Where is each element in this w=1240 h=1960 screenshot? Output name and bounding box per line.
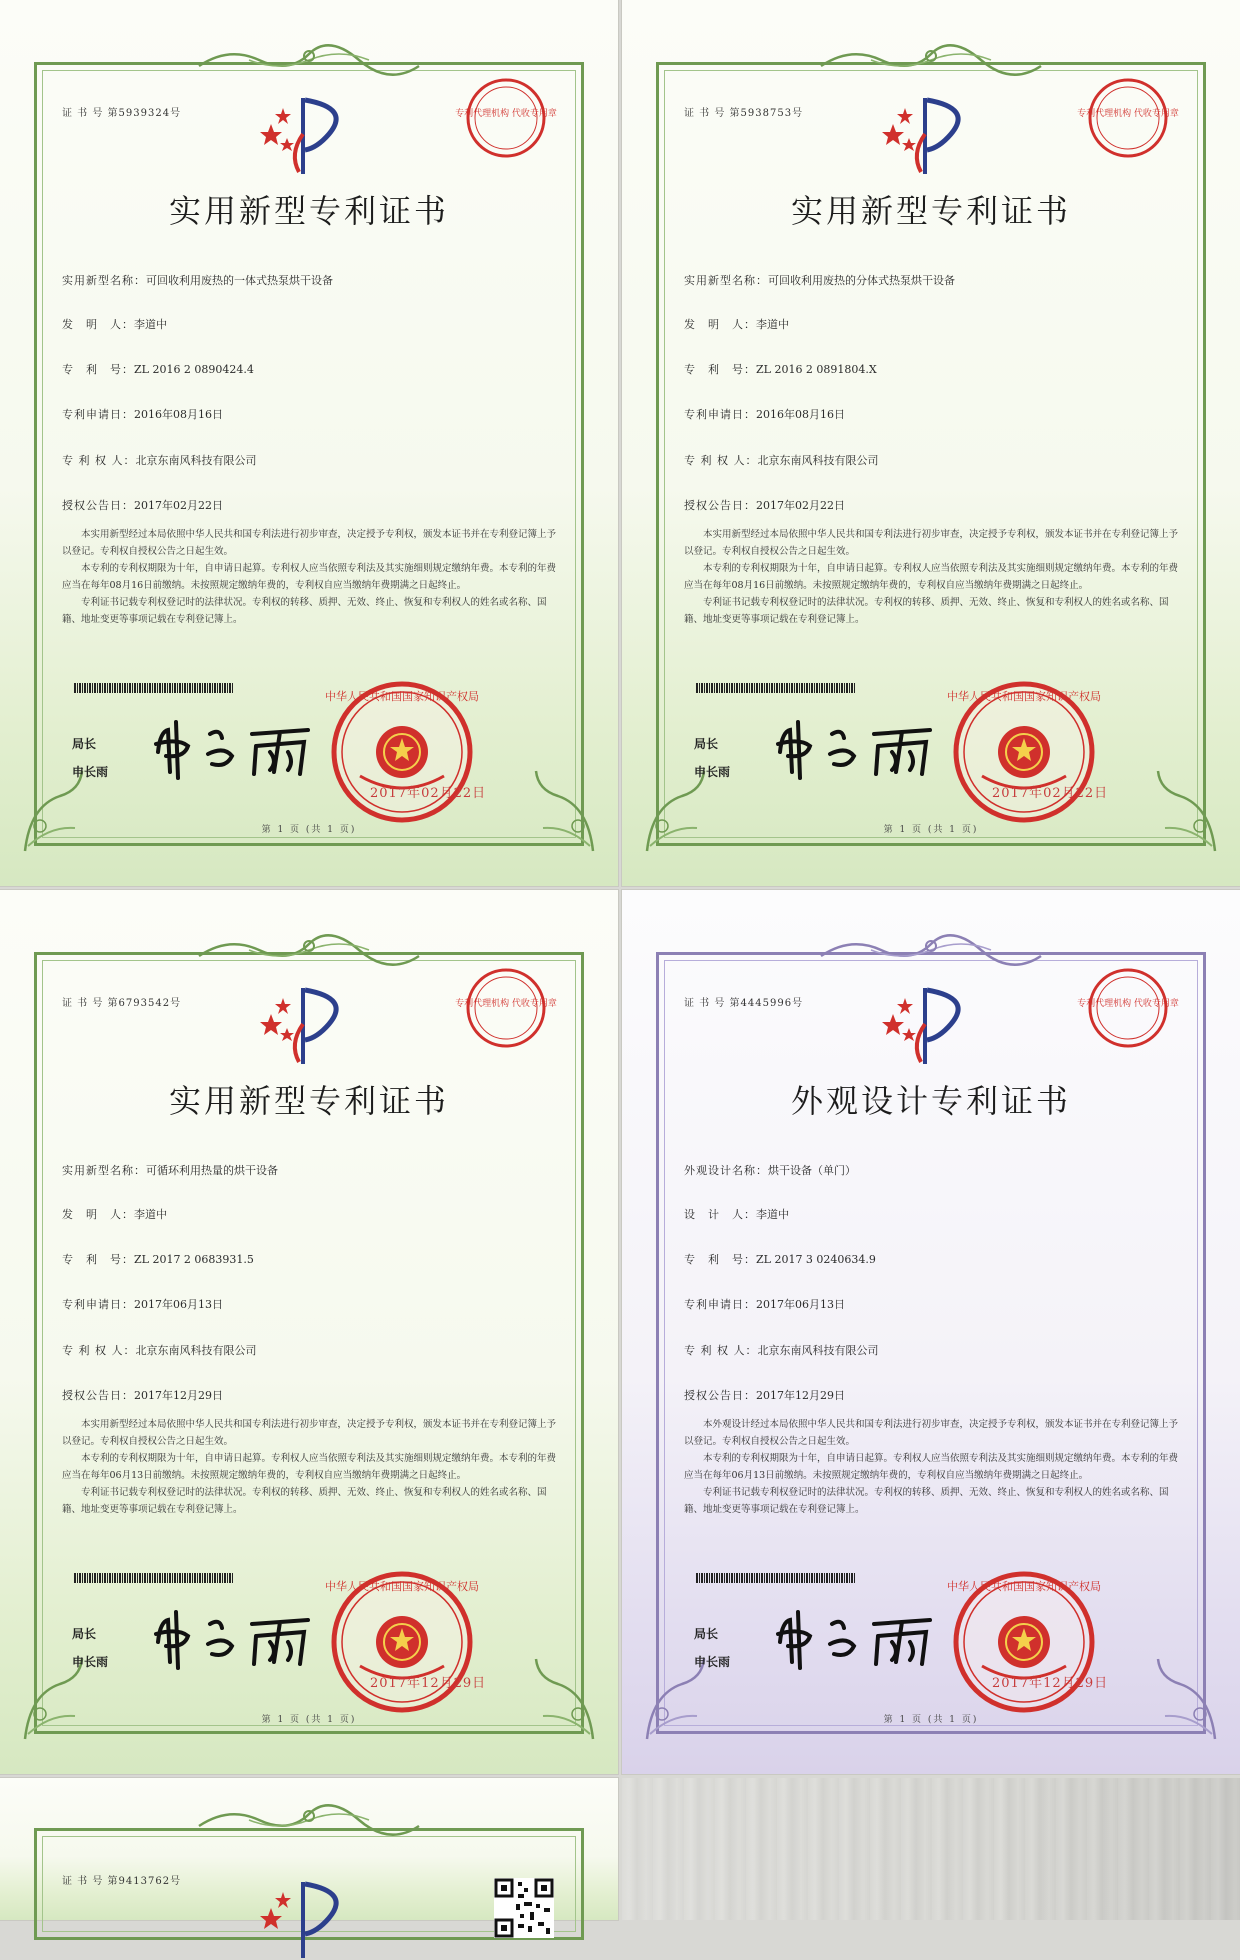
- page-number: 第 1 页 (共 1 页): [261, 1715, 357, 1725]
- patent-office-logo-icon: [259, 94, 359, 176]
- director-block: [694, 730, 730, 786]
- field-value: ZL 2016 2 0890424.4: [134, 363, 254, 376]
- field-application-date: [684, 1296, 845, 1312]
- field-inventor: [62, 1206, 167, 1222]
- certificate-title: 外观设计专利证书: [790, 1082, 1071, 1120]
- certificate-number: 证 书 号 第6793542号: [62, 998, 182, 1009]
- field-label: 专利申请日：: [684, 408, 756, 421]
- field-label: 专 利 权 人：: [62, 1344, 136, 1357]
- field-value: 可回收利用废热的分体式热泵烘干设备: [768, 274, 955, 287]
- field-label: 发 明 人：: [62, 1208, 134, 1221]
- field-grant-date: [62, 497, 223, 513]
- body-paragraph: 本专利的专利权期限为十年，自申请日起算。专利权人应当依照专利法及其实施细则规定缴纳年费。本专利的年费应当在每年08月16日前缴纳。未按照规定缴纳年费的，专利权自应当缴纳年费期满之日起终止。: [62, 563, 557, 591]
- field-value: 可回收利用废热的一体式热泵烘干设备: [146, 274, 333, 287]
- field-value: 2017年06月13日: [756, 1298, 845, 1311]
- page-number: 第 1 页 (共 1 页): [261, 825, 357, 835]
- certificate-body-text: [684, 1416, 1178, 1518]
- field-patentee: [62, 1342, 257, 1358]
- field-value: 李道中: [134, 318, 167, 331]
- certificate-number: 证 书 号 第5939324号: [62, 108, 182, 119]
- field-value: 2016年08月16日: [756, 408, 845, 421]
- field-patentee: [62, 452, 257, 468]
- field-label: 授权公告日：: [62, 499, 134, 512]
- director-signature: [770, 712, 946, 782]
- certificate-number: 证 书 号 第4445996号: [684, 998, 804, 1009]
- field-value: 2017年12月29日: [756, 1389, 845, 1402]
- agency-seal-text: 专利代理机构 代收专用章: [455, 109, 557, 119]
- seal-text: 中华人民共和国国家知识产权局: [325, 690, 479, 703]
- field-design-name: [684, 1162, 856, 1178]
- field-application-date: [684, 406, 845, 422]
- field-label: 专利申请日：: [684, 1298, 756, 1311]
- field-value: 李道中: [756, 318, 789, 331]
- director-title: 局长: [694, 737, 719, 751]
- certificate-title: 实用新型专利证书: [168, 192, 449, 230]
- field-value: ZL 2016 2 0891804.X: [756, 363, 877, 376]
- agency-seal-text: 专利代理机构 代收专用章: [455, 999, 557, 1009]
- field-value: 李道中: [134, 1208, 167, 1221]
- national-ip-office-seal: [325, 680, 479, 824]
- field-label: 专 利 号：: [684, 1253, 756, 1266]
- field-patent-number: [62, 1251, 254, 1267]
- body-paragraph: 专利证书记载专利权登记时的法律状况。专利权的转移、质押、无效、终止、恢复和专利权人的姓名或名称、国籍、地址变更等事项记载在专利登记簿上。: [62, 1487, 547, 1515]
- field-value: 北京东南风科技有限公司: [757, 454, 879, 467]
- agency-seal-stamp: [455, 76, 557, 160]
- field-label: 实用新型名称：: [684, 274, 768, 287]
- field-application-date: [62, 1296, 223, 1312]
- certificate-body-text: [62, 1416, 556, 1518]
- field-value: 2017年02月22日: [134, 499, 223, 512]
- field-design-name: [62, 1162, 278, 1178]
- field-design-name: [684, 272, 955, 288]
- director-signature: [148, 1602, 324, 1672]
- certificate-number: 证 书 号 第5938753号: [684, 108, 804, 119]
- field-label: 专 利 权 人：: [684, 454, 758, 467]
- patent-office-logo-icon: [881, 984, 981, 1066]
- national-ip-office-seal: [947, 680, 1101, 824]
- scroll-ornament: [811, 936, 1051, 964]
- field-label: 发 明 人：: [62, 318, 134, 331]
- certificate-number: 证 书 号 第9413762号: [62, 1876, 182, 1887]
- seal-date: 2017年12月29日: [370, 1676, 487, 1691]
- field-patent-number: [684, 361, 877, 377]
- field-label: 实用新型名称：: [62, 1164, 146, 1177]
- field-inventor: [684, 316, 789, 332]
- body-paragraph: 本实用新型经过本局依照中华人民共和国专利法进行初步审查，决定授予专利权，颁发本证书并在专利登记簿上予以登记。专利权自授权公告之日起生效。: [62, 529, 557, 557]
- patent-office-logo-icon: [259, 984, 359, 1066]
- field-label: 专 利 权 人：: [684, 1344, 758, 1357]
- field-value: 烘干设备（单门）: [768, 1164, 856, 1177]
- wooden-table-background: [622, 1778, 1240, 1920]
- field-design-name: [62, 272, 333, 288]
- field-value: 2017年06月13日: [134, 1298, 223, 1311]
- agency-seal-text: 专利代理机构 代收专用章: [1077, 109, 1179, 119]
- seal-text: 中华人民共和国国家知识产权局: [947, 690, 1101, 703]
- barcode-icon: [74, 1573, 234, 1583]
- body-paragraph: 本实用新型经过本局依照中华人民共和国专利法进行初步审查，决定授予专利权，颁发本证书并在专利登记簿上予以登记。专利权自授权公告之日起生效。: [62, 1419, 557, 1447]
- field-patentee: [684, 1342, 879, 1358]
- field-value: ZL 2017 2 0683931.5: [134, 1253, 254, 1266]
- certificate-body-text: [684, 526, 1178, 628]
- field-label: 专利申请日：: [62, 408, 134, 421]
- field-label: 专 利 号：: [684, 363, 756, 376]
- seal-text: 中华人民共和国国家知识产权局: [325, 1580, 479, 1593]
- certificate-2: [622, 0, 1240, 886]
- field-value: 2017年02月22日: [756, 499, 845, 512]
- qr-code-icon: [494, 1878, 554, 1938]
- certificate-3: [0, 890, 618, 1774]
- field-label: 专 利 号：: [62, 363, 134, 376]
- director-title: 局长: [72, 1627, 97, 1641]
- body-paragraph: 本专利的专利权期限为十年，自申请日起算。专利权人应当依照专利法及其实施细则规定缴纳年费。本专利的年费应当在每年06月13日前缴纳。未按照规定缴纳年费的，专利权自应当缴纳年费期满之日起终止。: [684, 1453, 1179, 1481]
- national-ip-office-seal: [947, 1570, 1101, 1714]
- certificate-title: 实用新型专利证书: [168, 1082, 449, 1120]
- field-value: 北京东南风科技有限公司: [135, 1344, 257, 1357]
- agency-seal-stamp: [455, 966, 557, 1050]
- director-block: [694, 1620, 730, 1676]
- certificate-title: 实用新型专利证书: [790, 192, 1071, 230]
- body-paragraph: 专利证书记载专利权登记时的法律状况。专利权的转移、质押、无效、终止、恢复和专利权人的姓名或名称、国籍、地址变更等事项记载在专利登记簿上。: [684, 1487, 1169, 1515]
- director-block: [72, 1620, 108, 1676]
- corner-ornament: [528, 1654, 598, 1744]
- director-signature: [148, 712, 324, 782]
- scroll-ornament: [189, 936, 429, 964]
- body-paragraph: 专利证书记载专利权登记时的法律状况。专利权的转移、质押、无效、终止、恢复和专利权人的姓名或名称、国籍、地址变更等事项记载在专利登记簿上。: [62, 597, 547, 625]
- field-patentee: [684, 452, 879, 468]
- body-paragraph: 专利证书记载专利权登记时的法律状况。专利权的转移、质押、无效、终止、恢复和专利权人的姓名或名称、国籍、地址变更等事项记载在专利登记簿上。: [684, 597, 1169, 625]
- barcode-icon: [696, 1573, 856, 1583]
- field-label: 实用新型名称：: [62, 274, 146, 287]
- seal-text: 中华人民共和国国家知识产权局: [947, 1580, 1101, 1593]
- field-patent-number: [684, 1251, 876, 1267]
- scroll-ornament: [189, 46, 429, 74]
- body-paragraph: 本专利的专利权期限为十年，自申请日起算。专利权人应当依照专利法及其实施细则规定缴纳年费。本专利的年费应当在每年08月16日前缴纳。未按照规定缴纳年费的，专利权自应当缴纳年费期满之日起终止。: [684, 563, 1179, 591]
- field-value: 北京东南风科技有限公司: [135, 454, 257, 467]
- barcode-icon: [696, 683, 856, 693]
- barcode-icon: [74, 683, 234, 693]
- agency-seal-stamp: [1077, 76, 1179, 160]
- scroll-ornament: [811, 46, 1051, 74]
- patent-office-logo-icon: [881, 94, 981, 176]
- certificate-4: [622, 890, 1240, 1774]
- certificate-1: [0, 0, 618, 886]
- field-patent-number: [62, 361, 254, 377]
- field-value: 2016年08月16日: [134, 408, 223, 421]
- seal-date: 2017年02月22日: [370, 786, 487, 801]
- field-value: ZL 2017 3 0240634.9: [756, 1253, 876, 1266]
- field-designer: [684, 1206, 789, 1222]
- director-name: 申长雨: [72, 765, 109, 779]
- director-name: 申长雨: [694, 1655, 731, 1669]
- page-number: 第 1 页 (共 1 页): [883, 825, 979, 835]
- patent-office-logo-icon: [259, 1878, 359, 1960]
- field-application-date: [62, 406, 223, 422]
- field-label: 设 计 人：: [684, 1208, 756, 1221]
- director-name: 申长雨: [694, 765, 731, 779]
- field-value: 2017年12月29日: [134, 1389, 223, 1402]
- agency-seal-text: 专利代理机构 代收专用章: [1077, 999, 1179, 1009]
- scroll-ornament: [189, 1806, 429, 1834]
- field-value: 可循环利用热量的烘干设备: [146, 1164, 278, 1177]
- field-label: 发 明 人：: [684, 318, 756, 331]
- director-signature: [770, 1602, 946, 1672]
- certificate-body-text: [62, 526, 556, 628]
- field-grant-date: [62, 1387, 223, 1403]
- field-grant-date: [684, 497, 845, 513]
- field-label: 授权公告日：: [62, 1389, 134, 1402]
- field-grant-date: [684, 1387, 845, 1403]
- page-number: 第 1 页 (共 1 页): [883, 1715, 979, 1725]
- field-label: 专 利 号：: [62, 1253, 134, 1266]
- field-label: 专利申请日：: [62, 1298, 134, 1311]
- agency-seal-stamp: [1077, 966, 1179, 1050]
- corner-ornament: [528, 766, 598, 856]
- body-paragraph: 本实用新型经过本局依照中华人民共和国专利法进行初步审查，决定授予专利权，颁发本证书并在专利登记簿上予以登记。专利权自授权公告之日起生效。: [684, 529, 1179, 557]
- field-value: 李道中: [756, 1208, 789, 1221]
- field-label: 外观设计名称：: [684, 1164, 768, 1177]
- field-inventor: [62, 316, 167, 332]
- seal-date: 2017年02月22日: [992, 786, 1109, 801]
- field-label: 授权公告日：: [684, 1389, 756, 1402]
- field-label: 专 利 权 人：: [62, 454, 136, 467]
- field-label: 授权公告日：: [684, 499, 756, 512]
- field-value: 北京东南风科技有限公司: [757, 1344, 879, 1357]
- director-title: 局长: [72, 737, 97, 751]
- seal-date: 2017年12月29日: [992, 1676, 1109, 1691]
- corner-ornament: [1150, 766, 1220, 856]
- corner-ornament: [1150, 1654, 1220, 1744]
- director-name: 申长雨: [72, 1655, 109, 1669]
- national-ip-office-seal: [325, 1570, 479, 1714]
- body-paragraph: 本专利的专利权期限为十年，自申请日起算。专利权人应当依照专利法及其实施细则规定缴纳年费。本专利的年费应当在每年06月13日前缴纳。未按照规定缴纳年费的，专利权自应当缴纳年费期满之日起终止。: [62, 1453, 557, 1481]
- director-block: [72, 730, 108, 786]
- director-title: 局长: [694, 1627, 719, 1641]
- body-paragraph: 本外观设计经过本局依照中华人民共和国专利法进行初步审查，决定授予专利权，颁发本证书并在专利登记簿上予以登记。专利权自授权公告之日起生效。: [684, 1419, 1179, 1447]
